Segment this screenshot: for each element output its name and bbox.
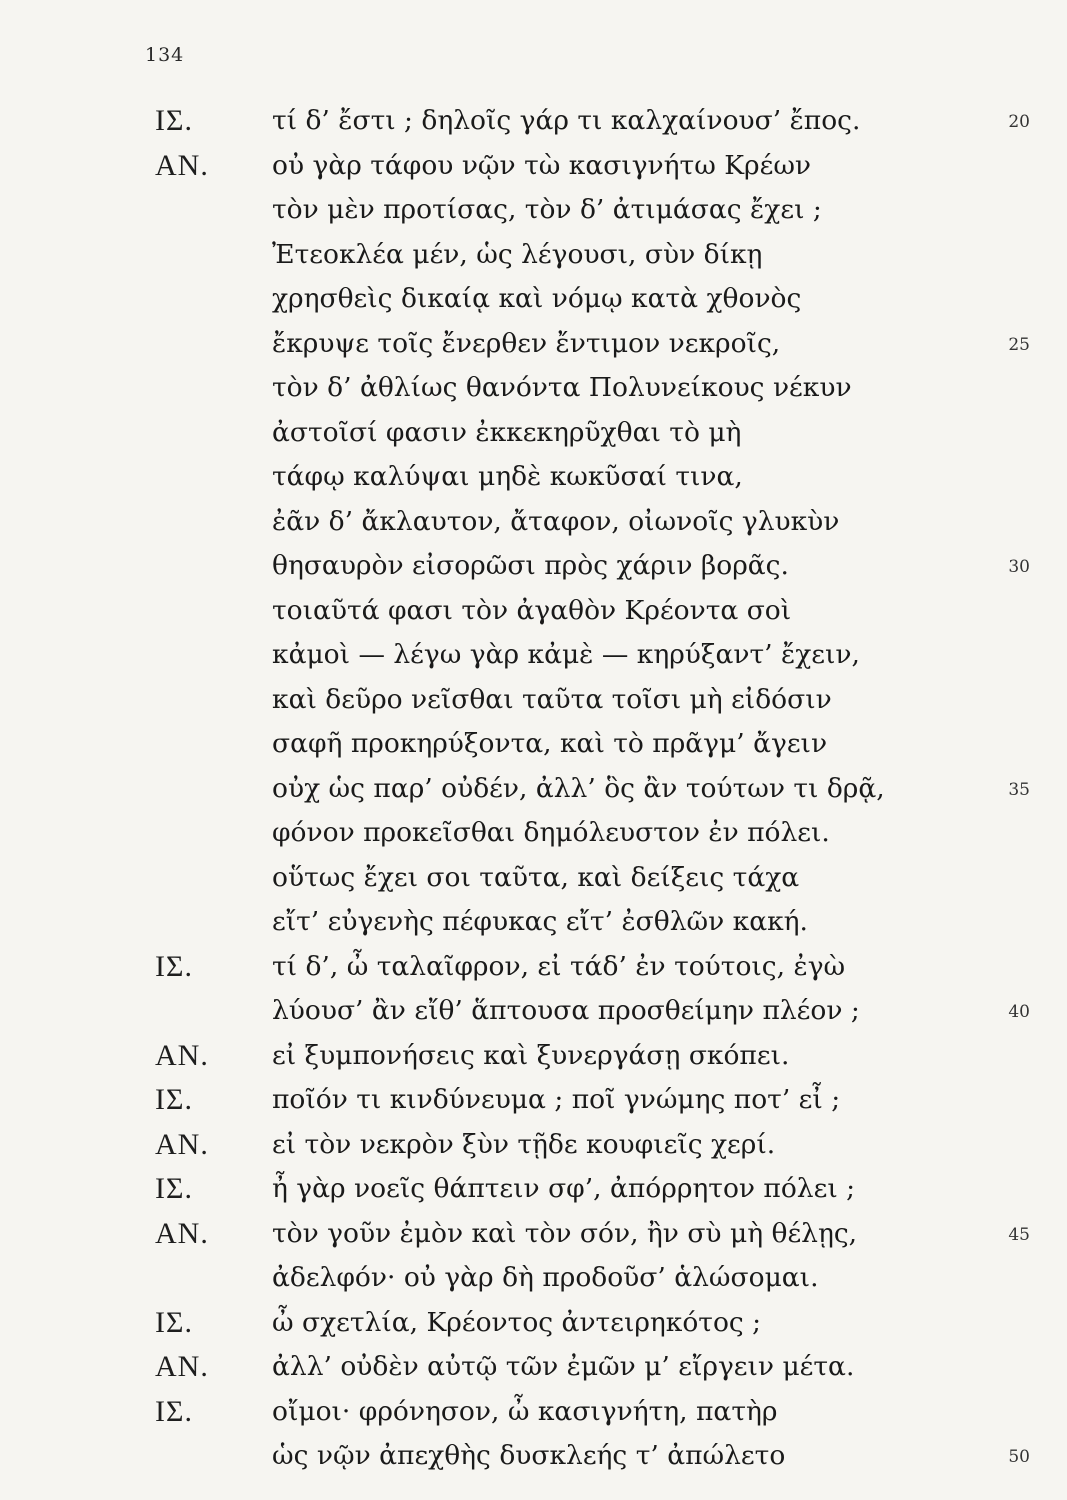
verse-text: κἀμοὶ — λέγω γὰρ κἀμὲ — κηρύξαντ’ ἔχειν, [272,639,860,670]
verse-text: οὐχ ὡς παρ’ οὐδέν, ἀλλ’ ὃς ἂν τούτων τι δρᾷ, [272,772,885,804]
verse-line [0,100,1067,145]
verse-line [0,1302,1067,1347]
line-number: 25 [1008,334,1030,355]
line-number: 45 [1008,1224,1030,1245]
line-number: 50 [1008,1447,1030,1467]
verse-line [0,679,1067,724]
verse-text: ἦ γὰρ νοεῖς θάπτειν σφ’, ἀπόρρητον πόλει ; [272,1173,856,1204]
verse-text: σαφῆ προκηρύξοντα, καὶ τὸ πρᾶγμ’ ἄγειν [272,728,828,759]
verse-text: τί δ’, ὦ ταλαῖφρον, εἰ τάδ’ ἐν τούτοις, ἐγὼ [272,950,846,982]
verse-text: ὡς νῷν ἀπεχθὴς δυσκλεής τ’ ἀπώλετο [272,1440,786,1471]
verse-text: ἀδελφόν· οὐ γὰρ δὴ προδοῦσ’ ἁλώσομαι. [272,1262,819,1293]
verse-line [0,812,1067,857]
line-number: 20 [1008,112,1030,132]
verse-line [0,367,1067,412]
verse-line [0,1124,1067,1169]
speaker-label: ΑΝ. [155,1127,209,1161]
verse-text: εἰ τὸν νεκρὸν ξὺν τῇδε κουφιεῖς χερί. [272,1128,776,1160]
verse-text: εἰ ξυμπονήσεις καὶ ξυνεργάσῃ σκόπει. [272,1039,790,1071]
line-number: 40 [1008,1002,1030,1022]
verse-block [0,100,1067,1480]
verse-text: οὕτως ἔχει σοι ταῦτα, καὶ δείξεις τάχα [272,861,800,893]
speaker-label: ΑΝ. [155,1350,209,1383]
speaker-label: ΑΝ. [155,1038,209,1072]
verse-line [0,456,1067,501]
verse-text: τάφῳ καλύψαι μηδὲ κωκῦσαί τινα, [272,461,743,492]
verse-text: ποῖόν τι κινδύνευμα ; ποῖ γνώμης ποτ’ εἶ ; [272,1084,841,1115]
speaker-label: ΑΝ. [155,1216,209,1250]
verse-text: τοιαῦτά φασι τὸν ἀγαθὸν Κρέοντα σοὶ [272,594,792,626]
page-number: 134 [145,44,185,66]
speaker-label: ΙΣ. [155,1305,193,1339]
verse-line [0,1079,1067,1124]
verse-line [0,501,1067,546]
verse-text: τὸν γοῦν ἐμὸν καὶ τὸν σόν, ἢν σὺ μὴ θέλῃς, [272,1217,858,1249]
verse-text: τί δ’ ἔστι ; δηλοῖς γάρ τι καλχαίνουσ’ ἔπος. [272,105,861,136]
verse-line [0,323,1067,368]
verse-line [0,1213,1067,1258]
verse-text: φόνον προκεῖσθαι δημόλευστον ἐν πόλει. [272,817,830,848]
speaker-label: ΙΣ. [155,1083,193,1116]
verse-line [0,1346,1067,1391]
verse-line [0,189,1067,234]
verse-line [0,857,1067,902]
speaker-label: ΙΣ. [155,1394,193,1428]
verse-line [0,1168,1067,1213]
verse-line [0,278,1067,323]
verse-text: θησαυρὸν εἰσορῶσι πρὸς χάριν βορᾶς. [272,550,789,581]
verse-line [0,901,1067,946]
verse-text: χρησθεὶς δικαίᾳ καὶ νόμῳ κατὰ χθονὸς [272,283,802,314]
verse-line [0,545,1067,590]
verse-text: τὸν μὲν προτίσας, τὸν δ’ ἀτιμάσας ἔχει ; [272,194,822,225]
verse-line [0,723,1067,768]
verse-text: οἴμοι· φρόνησον, ὦ κασιγνήτη, πατὴρ [272,1395,778,1427]
verse-text: Ἐτεοκλέα μέν, ὡς λέγουσι, σὺν δίκῃ [272,238,763,270]
verse-text: ὦ σχετλία, Κρέοντος ἀντειρηκότος ; [272,1306,762,1338]
verse-text: ἔκρυψε τοῖς ἔνερθεν ἔντιμον νεκροῖς, [272,327,781,359]
verse-line [0,1435,1067,1480]
verse-text: εἴτ’ εὐγενὴς πέφυκας εἴτ’ ἐσθλῶν κακή. [272,906,808,937]
verse-line [0,1035,1067,1080]
verse-text: οὐ γὰρ τάφου νῷν τὼ κασιγνήτω Κρέων [272,149,812,181]
verse-line [0,590,1067,635]
verse-text: λύουσ’ ἂν εἴθ’ ἅπτουσα προσθείμην πλέον ; [272,995,860,1026]
verse-text: τὸν δ’ ἀθλίως θανόντα Πολυνείκους νέκυν [272,372,852,403]
speaker-label: ΑΝ. [155,148,209,182]
verse-line [0,946,1067,991]
verse-text: ἀλλ’ οὐδὲν αὐτῷ τῶν ἐμῶν μ’ εἴργειν μέτα. [272,1351,855,1382]
speaker-label: ΙΣ. [155,104,193,137]
verse-line [0,1391,1067,1436]
verse-line [0,1257,1067,1302]
verse-line [0,768,1067,813]
verse-line [0,634,1067,679]
verse-text: ἀστοῖσί φασιν ἐκκεκηρῦχθαι τὸ μὴ [272,416,742,448]
verse-line [0,412,1067,457]
verse-line [0,145,1067,190]
speaker-label: ΙΣ. [155,949,193,983]
verse-line [0,234,1067,279]
line-number: 35 [1008,779,1030,800]
verse-line [0,990,1067,1035]
line-number: 30 [1008,557,1030,577]
speaker-label: ΙΣ. [155,1172,193,1205]
verse-text: ἐᾶν δ’ ἄκλαυτον, ἄταφον, οἰωνοῖς γλυκὺν [272,505,840,537]
verse-text: καὶ δεῦρο νεῖσθαι ταῦτα τοῖσι μὴ εἰδόσιν [272,683,832,715]
